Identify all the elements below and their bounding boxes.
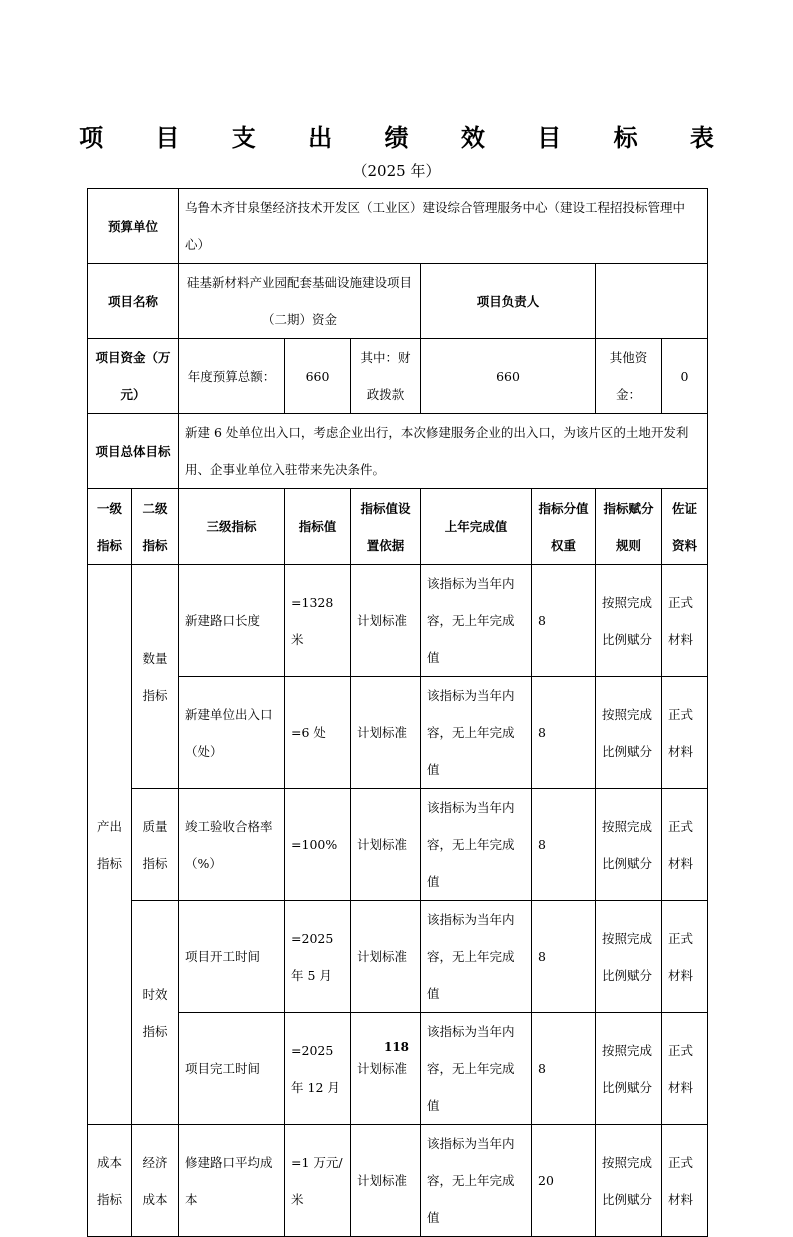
level1-output: 产出指标 bbox=[88, 565, 132, 1125]
funds-label: 项目资金（万元） bbox=[88, 339, 179, 414]
page-number: 118 bbox=[383, 1040, 410, 1054]
column-header: 三级指标 bbox=[179, 489, 285, 565]
project-name-value: 硅基新材料产业园配套基础设施建设项目（二期）资金 bbox=[179, 264, 421, 339]
indicator-weight: 8 bbox=[532, 677, 596, 789]
previous-year-value: 该指标为当年内容，无上年完成值 bbox=[421, 901, 532, 1013]
indicator-value: =6 处 bbox=[285, 677, 351, 789]
project-name-row bbox=[88, 264, 708, 339]
table-row bbox=[88, 1125, 708, 1237]
level3-indicator: 修建路口平均成本 bbox=[179, 1125, 285, 1237]
indicator-basis: 计划标准 bbox=[351, 789, 421, 901]
column-header: 一级指标 bbox=[88, 489, 132, 565]
indicator-weight: 8 bbox=[532, 1013, 596, 1125]
evidence: 正式材料 bbox=[662, 789, 708, 901]
level3-indicator: 竣工验收合格率（%） bbox=[179, 789, 285, 901]
budget-unit-row bbox=[88, 189, 708, 264]
indicator-basis: 计划标准 bbox=[351, 565, 421, 677]
table-row bbox=[88, 901, 708, 1013]
budget-unit-value: 乌鲁木齐甘泉堡经济技术开发区（工业区）建设综合管理服务中心（建设工程招投标管理中心） bbox=[179, 189, 708, 264]
performance-target-table bbox=[87, 188, 708, 1237]
annual-budget-label: 年度预算总额： bbox=[179, 339, 285, 414]
fiscal-allocation-value: 660 bbox=[421, 339, 596, 414]
indicator-weight: 8 bbox=[532, 565, 596, 677]
indicator-value: =2025 年 5 月 bbox=[285, 901, 351, 1013]
level3-indicator: 新建单位出入口（处） bbox=[179, 677, 285, 789]
evidence: 正式材料 bbox=[662, 565, 708, 677]
other-funds-label: 其他资金： bbox=[596, 339, 662, 414]
project-leader-label: 项目负责人 bbox=[421, 264, 596, 339]
previous-year-value: 该指标为当年内容，无上年完成值 bbox=[421, 1013, 532, 1125]
indicator-value: =100% bbox=[285, 789, 351, 901]
level2-timeliness: 时效指标 bbox=[132, 901, 179, 1125]
column-header: 指标分值权重 bbox=[532, 489, 596, 565]
table-row bbox=[88, 1013, 708, 1125]
level3-indicator: 项目开工时间 bbox=[179, 901, 285, 1013]
indicator-basis: 计划标准 bbox=[351, 901, 421, 1013]
previous-year-value: 该指标为当年内容，无上年完成值 bbox=[421, 677, 532, 789]
indicator-weight: 20 bbox=[532, 1125, 596, 1237]
evidence: 正式材料 bbox=[662, 1013, 708, 1125]
overall-goal-label: 项目总体目标 bbox=[88, 414, 179, 489]
table-row bbox=[88, 565, 708, 677]
level2-quantity: 数量指标 bbox=[132, 565, 179, 789]
indicator-weight: 8 bbox=[532, 901, 596, 1013]
overall-goal-row bbox=[88, 414, 708, 489]
column-header: 佐证资料 bbox=[662, 489, 708, 565]
column-header: 二级指标 bbox=[132, 489, 179, 565]
project-name-label: 项目名称 bbox=[88, 264, 179, 339]
indicator-value: =2025 年 12 月 bbox=[285, 1013, 351, 1125]
budget-unit-label: 预算单位 bbox=[88, 189, 179, 264]
previous-year-value: 该指标为当年内容，无上年完成值 bbox=[421, 1125, 532, 1237]
page-subtitle: （2025 年） bbox=[352, 162, 441, 180]
annual-budget-value: 660 bbox=[285, 339, 351, 414]
evidence: 正式材料 bbox=[662, 677, 708, 789]
funds-row bbox=[88, 339, 708, 414]
indicator-value: =1 万元/米 bbox=[285, 1125, 351, 1237]
indicator-value: =1328 米 bbox=[285, 565, 351, 677]
evidence: 正式材料 bbox=[662, 901, 708, 1013]
level3-indicator: 项目完工时间 bbox=[179, 1013, 285, 1125]
other-funds-value: 0 bbox=[662, 339, 708, 414]
scoring-rule: 按照完成比例赋分 bbox=[596, 789, 662, 901]
project-leader-value bbox=[596, 264, 708, 339]
table-row bbox=[88, 789, 708, 901]
scoring-rule: 按照完成比例赋分 bbox=[596, 901, 662, 1013]
table-row bbox=[88, 677, 708, 789]
page-title: 项 目 支 出 绩 效 目 标 表 bbox=[79, 123, 736, 152]
previous-year-value: 该指标为当年内容，无上年完成值 bbox=[421, 565, 532, 677]
indicator-basis: 计划标准 bbox=[351, 1125, 421, 1237]
fiscal-allocation-label: 其中：财政拨款 bbox=[351, 339, 421, 414]
column-header: 指标值 bbox=[285, 489, 351, 565]
indicator-weight: 8 bbox=[532, 789, 596, 901]
level3-indicator: 新建路口长度 bbox=[179, 565, 285, 677]
indicator-basis: 计划标准 bbox=[351, 677, 421, 789]
scoring-rule: 按照完成比例赋分 bbox=[596, 1013, 662, 1125]
column-header: 指标值设置依据 bbox=[351, 489, 421, 565]
column-header: 指标赋分规则 bbox=[596, 489, 662, 565]
scoring-rule: 按照完成比例赋分 bbox=[596, 565, 662, 677]
overall-goal-value: 新建 6 处单位出入口，考虑企业出行，本次修建服务企业的出入口，为该片区的土地开发利用、企事业单位入驻带来先决条件。 bbox=[179, 414, 708, 489]
previous-year-value: 该指标为当年内容，无上年完成值 bbox=[421, 789, 532, 901]
scoring-rule: 按照完成比例赋分 bbox=[596, 677, 662, 789]
scoring-rule: 按照完成比例赋分 bbox=[596, 1125, 662, 1237]
level2-economic-cost: 经济成本 bbox=[132, 1125, 179, 1237]
evidence: 正式材料 bbox=[662, 1125, 708, 1237]
level2-quality: 质量指标 bbox=[132, 789, 179, 901]
indicator-basis: 计划标准 bbox=[351, 1013, 421, 1125]
column-header: 上年完成值 bbox=[421, 489, 532, 565]
column-header-row bbox=[88, 489, 708, 565]
level1-cost: 成本指标 bbox=[88, 1125, 132, 1237]
